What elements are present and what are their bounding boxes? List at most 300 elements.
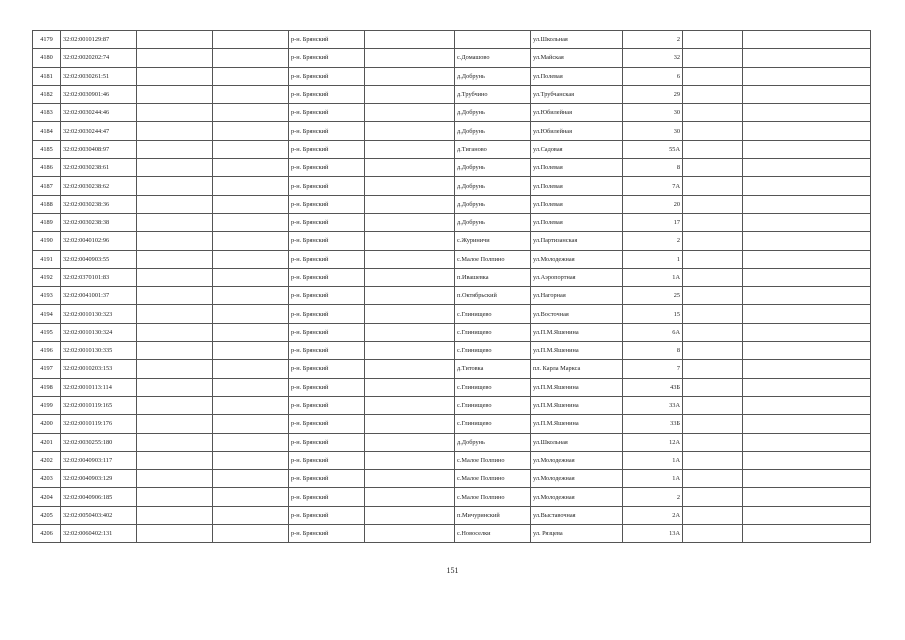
- settlement-cell: д.Добрунь: [455, 433, 531, 451]
- cadastral-number-cell: 32:02:0030244:46: [61, 104, 137, 122]
- settlement-cell: д.Добрунь: [455, 195, 531, 213]
- empty-cell: [683, 49, 743, 67]
- cadastral-number-cell: 32:02:0010130:324: [61, 323, 137, 341]
- row-number-cell: 4190: [33, 232, 61, 250]
- empty-cell: [137, 195, 213, 213]
- table-row: [33, 305, 871, 323]
- empty-cell: [743, 268, 871, 286]
- empty-cell: [213, 323, 289, 341]
- row-number-cell: 4187: [33, 177, 61, 195]
- page-number: 151: [446, 566, 459, 575]
- empty-cell: [213, 488, 289, 506]
- empty-cell: [743, 451, 871, 469]
- settlement-cell: с.Глинищево: [455, 305, 531, 323]
- empty-cell: [137, 342, 213, 360]
- row-number-cell: 4204: [33, 488, 61, 506]
- empty-cell: [365, 396, 455, 414]
- empty-cell: [743, 232, 871, 250]
- street-cell: ул.Молодежная: [531, 488, 623, 506]
- empty-cell: [137, 433, 213, 451]
- table-row: [33, 525, 871, 543]
- cadastral-number-cell: 32:02:0030244:47: [61, 122, 137, 140]
- empty-cell: [683, 525, 743, 543]
- street-cell: ул.Выставочная: [531, 506, 623, 524]
- district-cell: р-н. Брянский: [289, 250, 365, 268]
- settlement-cell: с.Глинищево: [455, 323, 531, 341]
- empty-cell: [365, 250, 455, 268]
- street-cell: ул.Полевая: [531, 159, 623, 177]
- empty-cell: [365, 506, 455, 524]
- settlement-cell: п.Мичуринский: [455, 506, 531, 524]
- table-row: [33, 177, 871, 195]
- empty-cell: [213, 122, 289, 140]
- empty-cell: [213, 470, 289, 488]
- empty-cell: [683, 396, 743, 414]
- empty-cell: [137, 323, 213, 341]
- row-number-cell: 4186: [33, 159, 61, 177]
- empty-cell: [743, 506, 871, 524]
- empty-cell: [743, 104, 871, 122]
- empty-cell: [137, 451, 213, 469]
- table-row: [33, 159, 871, 177]
- empty-cell: [683, 177, 743, 195]
- settlement-cell: с.Малое Полпино: [455, 470, 531, 488]
- street-cell: ул.Полевая: [531, 213, 623, 231]
- empty-cell: [683, 159, 743, 177]
- empty-cell: [743, 342, 871, 360]
- cadastral-number-cell: 32:02:0040102:96: [61, 232, 137, 250]
- street-cell: ул.Полевая: [531, 195, 623, 213]
- empty-cell: [683, 470, 743, 488]
- table-row: [33, 195, 871, 213]
- cadastral-number-cell: 32:02:0010113:114: [61, 378, 137, 396]
- table-row: [33, 232, 871, 250]
- empty-cell: [137, 177, 213, 195]
- empty-cell: [213, 250, 289, 268]
- empty-cell: [683, 85, 743, 103]
- empty-cell: [683, 287, 743, 305]
- empty-cell: [365, 140, 455, 158]
- row-number-cell: 4188: [33, 195, 61, 213]
- district-cell: р-н. Брянский: [289, 470, 365, 488]
- settlement-cell: д.Тиганово: [455, 140, 531, 158]
- empty-cell: [365, 85, 455, 103]
- settlement-cell: д.Титовка: [455, 360, 531, 378]
- empty-cell: [743, 415, 871, 433]
- settlement-cell: с.Новоселки: [455, 525, 531, 543]
- cadastral-number-cell: 32:02:0041001:37: [61, 287, 137, 305]
- empty-cell: [683, 488, 743, 506]
- empty-cell: [683, 342, 743, 360]
- street-cell: ул.П.М.Яшенина: [531, 415, 623, 433]
- empty-cell: [213, 305, 289, 323]
- row-number-cell: 4203: [33, 470, 61, 488]
- empty-cell: [213, 31, 289, 49]
- empty-cell: [365, 305, 455, 323]
- cadastral-number-cell: 32:02:0030238:61: [61, 159, 137, 177]
- house-number-cell: 1А: [623, 268, 683, 286]
- district-cell: р-н. Брянский: [289, 488, 365, 506]
- table-row: [33, 268, 871, 286]
- empty-cell: [365, 470, 455, 488]
- table-row: [33, 49, 871, 67]
- empty-cell: [365, 232, 455, 250]
- empty-cell: [743, 433, 871, 451]
- district-cell: р-н. Брянский: [289, 31, 365, 49]
- empty-cell: [683, 268, 743, 286]
- house-number-cell: 2: [623, 232, 683, 250]
- cadastral-number-cell: 32:02:0030261:51: [61, 67, 137, 85]
- street-cell: ул. Рязцева: [531, 525, 623, 543]
- cadastral-number-cell: 32:02:0370101:83: [61, 268, 137, 286]
- street-cell: ул.Юбилейная: [531, 104, 623, 122]
- cadastral-number-cell: 32:02:0040906:185: [61, 488, 137, 506]
- settlement-cell: д.Добрунь: [455, 159, 531, 177]
- table-row: [33, 323, 871, 341]
- row-number-cell: 4191: [33, 250, 61, 268]
- house-number-cell: 8: [623, 342, 683, 360]
- empty-cell: [365, 195, 455, 213]
- cadastral-number-cell: 32:02:0050403:402: [61, 506, 137, 524]
- empty-cell: [683, 305, 743, 323]
- street-cell: ул.Полевая: [531, 67, 623, 85]
- cadastral-number-cell: 32:02:0010130:323: [61, 305, 137, 323]
- settlement-cell: с.Домашово: [455, 49, 531, 67]
- empty-cell: [213, 195, 289, 213]
- cadastral-number-cell: 32:02:0010119:165: [61, 396, 137, 414]
- empty-cell: [213, 67, 289, 85]
- row-number-cell: 4194: [33, 305, 61, 323]
- empty-cell: [743, 122, 871, 140]
- house-number-cell: 8: [623, 159, 683, 177]
- row-number-cell: 4183: [33, 104, 61, 122]
- row-number-cell: 4192: [33, 268, 61, 286]
- district-cell: р-н. Брянский: [289, 49, 365, 67]
- empty-cell: [365, 342, 455, 360]
- empty-cell: [137, 67, 213, 85]
- empty-cell: [743, 250, 871, 268]
- district-cell: р-н. Брянский: [289, 506, 365, 524]
- house-number-cell: 2: [623, 31, 683, 49]
- settlement-cell: д.Добрунь: [455, 67, 531, 85]
- district-cell: р-н. Брянский: [289, 268, 365, 286]
- house-number-cell: 2А: [623, 506, 683, 524]
- table-row: [33, 360, 871, 378]
- table-row: [33, 488, 871, 506]
- row-number-cell: 4195: [33, 323, 61, 341]
- settlement-cell: д.Добрунь: [455, 213, 531, 231]
- empty-cell: [365, 49, 455, 67]
- district-cell: р-н. Брянский: [289, 396, 365, 414]
- district-cell: р-н. Брянский: [289, 140, 365, 158]
- empty-cell: [213, 506, 289, 524]
- cadastral-number-cell: 32:02:0040903:117: [61, 451, 137, 469]
- district-cell: р-н. Брянский: [289, 323, 365, 341]
- house-number-cell: 33Б: [623, 415, 683, 433]
- cadastral-number-cell: 32:02:0020202:74: [61, 49, 137, 67]
- street-cell: ул.Полевая: [531, 177, 623, 195]
- district-cell: р-н. Брянский: [289, 378, 365, 396]
- row-number-cell: 4179: [33, 31, 61, 49]
- district-cell: р-н. Брянский: [289, 415, 365, 433]
- empty-cell: [213, 85, 289, 103]
- settlement-cell: с.Малое Полпино: [455, 488, 531, 506]
- house-number-cell: 29: [623, 85, 683, 103]
- settlement-cell: д.Добрунь: [455, 104, 531, 122]
- table-row: [33, 451, 871, 469]
- empty-cell: [683, 67, 743, 85]
- street-cell: ул.П.М.Яшенина: [531, 378, 623, 396]
- street-cell: ул.Молодежная: [531, 451, 623, 469]
- empty-cell: [365, 122, 455, 140]
- empty-cell: [137, 31, 213, 49]
- district-cell: р-н. Брянский: [289, 525, 365, 543]
- empty-cell: [683, 433, 743, 451]
- table-row: [33, 250, 871, 268]
- empty-cell: [137, 104, 213, 122]
- empty-cell: [137, 378, 213, 396]
- empty-cell: [137, 159, 213, 177]
- row-number-cell: 4202: [33, 451, 61, 469]
- empty-cell: [683, 506, 743, 524]
- empty-cell: [213, 433, 289, 451]
- settlement-cell: д.Добрунь: [455, 122, 531, 140]
- house-number-cell: 1: [623, 250, 683, 268]
- house-number-cell: 33А: [623, 396, 683, 414]
- empty-cell: [137, 85, 213, 103]
- empty-cell: [743, 378, 871, 396]
- street-cell: ул.Партизанская: [531, 232, 623, 250]
- empty-cell: [683, 213, 743, 231]
- house-number-cell: 17: [623, 213, 683, 231]
- empty-cell: [743, 140, 871, 158]
- row-number-cell: 4197: [33, 360, 61, 378]
- table-row: [33, 396, 871, 414]
- street-cell: ул.Садовая: [531, 140, 623, 158]
- cadastral-number-cell: 32:02:0010129:87: [61, 31, 137, 49]
- settlement-cell: с.Журиничи: [455, 232, 531, 250]
- house-number-cell: 7: [623, 360, 683, 378]
- district-cell: р-н. Брянский: [289, 177, 365, 195]
- cadastral-number-cell: 32:02:0010203:153: [61, 360, 137, 378]
- empty-cell: [213, 104, 289, 122]
- empty-cell: [365, 415, 455, 433]
- settlement-cell: [455, 31, 531, 49]
- empty-cell: [137, 396, 213, 414]
- house-number-cell: 32: [623, 49, 683, 67]
- empty-cell: [683, 323, 743, 341]
- empty-cell: [213, 378, 289, 396]
- empty-cell: [743, 85, 871, 103]
- empty-cell: [365, 433, 455, 451]
- district-cell: р-н. Брянский: [289, 287, 365, 305]
- street-cell: ул.П.М.Яшенина: [531, 396, 623, 414]
- house-number-cell: 30: [623, 104, 683, 122]
- settlement-cell: д.Трубчино: [455, 85, 531, 103]
- empty-cell: [137, 506, 213, 524]
- empty-cell: [683, 451, 743, 469]
- settlement-cell: с.Глинищево: [455, 396, 531, 414]
- empty-cell: [743, 159, 871, 177]
- empty-cell: [743, 49, 871, 67]
- settlement-cell: с.Глинищево: [455, 342, 531, 360]
- cadastral-number-cell: 32:02:0030238:62: [61, 177, 137, 195]
- district-cell: р-н. Брянский: [289, 159, 365, 177]
- table-row: [33, 506, 871, 524]
- row-number-cell: 4185: [33, 140, 61, 158]
- empty-cell: [365, 378, 455, 396]
- district-cell: р-н. Брянский: [289, 67, 365, 85]
- table-row: [33, 378, 871, 396]
- empty-cell: [213, 213, 289, 231]
- empty-cell: [365, 287, 455, 305]
- street-cell: ул.Школьная: [531, 31, 623, 49]
- empty-cell: [365, 488, 455, 506]
- cadastral-number-cell: 32:02:0030238:38: [61, 213, 137, 231]
- house-number-cell: 30: [623, 122, 683, 140]
- district-cell: р-н. Брянский: [289, 104, 365, 122]
- empty-cell: [683, 360, 743, 378]
- settlement-cell: с.Малое Полпино: [455, 250, 531, 268]
- district-cell: р-н. Брянский: [289, 360, 365, 378]
- row-number-cell: 4193: [33, 287, 61, 305]
- empty-cell: [365, 525, 455, 543]
- empty-cell: [213, 140, 289, 158]
- empty-cell: [137, 250, 213, 268]
- empty-cell: [213, 159, 289, 177]
- empty-cell: [743, 323, 871, 341]
- empty-cell: [213, 268, 289, 286]
- district-cell: р-н. Брянский: [289, 232, 365, 250]
- empty-cell: [683, 415, 743, 433]
- empty-cell: [213, 396, 289, 414]
- table-row: [33, 470, 871, 488]
- house-number-cell: 15: [623, 305, 683, 323]
- house-number-cell: 1А: [623, 470, 683, 488]
- table-row: [33, 140, 871, 158]
- empty-cell: [683, 140, 743, 158]
- registry-table: [32, 30, 871, 543]
- empty-cell: [365, 323, 455, 341]
- empty-cell: [213, 177, 289, 195]
- settlement-cell: п.Ивашевка: [455, 268, 531, 286]
- empty-cell: [137, 305, 213, 323]
- district-cell: р-н. Брянский: [289, 122, 365, 140]
- row-number-cell: 4205: [33, 506, 61, 524]
- house-number-cell: 7А: [623, 177, 683, 195]
- row-number-cell: 4200: [33, 415, 61, 433]
- empty-cell: [683, 31, 743, 49]
- table-row: [33, 122, 871, 140]
- table-row: [33, 85, 871, 103]
- house-number-cell: 25: [623, 287, 683, 305]
- empty-cell: [213, 232, 289, 250]
- row-number-cell: 4196: [33, 342, 61, 360]
- settlement-cell: д.Добрунь: [455, 177, 531, 195]
- house-number-cell: 12А: [623, 433, 683, 451]
- empty-cell: [365, 268, 455, 286]
- street-cell: ул.Молодежная: [531, 470, 623, 488]
- empty-cell: [137, 415, 213, 433]
- house-number-cell: 2: [623, 488, 683, 506]
- empty-cell: [365, 213, 455, 231]
- house-number-cell: 20: [623, 195, 683, 213]
- empty-cell: [743, 396, 871, 414]
- empty-cell: [137, 360, 213, 378]
- empty-cell: [137, 470, 213, 488]
- table-row: [33, 342, 871, 360]
- district-cell: р-н. Брянский: [289, 85, 365, 103]
- cadastral-number-cell: 32:02:0060402:131: [61, 525, 137, 543]
- street-cell: ул.Школьная: [531, 433, 623, 451]
- empty-cell: [743, 470, 871, 488]
- settlement-cell: с.Глинищево: [455, 415, 531, 433]
- row-number-cell: 4181: [33, 67, 61, 85]
- empty-cell: [213, 342, 289, 360]
- empty-cell: [743, 360, 871, 378]
- empty-cell: [137, 140, 213, 158]
- empty-cell: [137, 122, 213, 140]
- empty-cell: [365, 31, 455, 49]
- row-number-cell: 4199: [33, 396, 61, 414]
- empty-cell: [743, 213, 871, 231]
- row-number-cell: 4184: [33, 122, 61, 140]
- street-cell: ул.П.М.Яшенина: [531, 342, 623, 360]
- cadastral-number-cell: 32:02:0030238:36: [61, 195, 137, 213]
- empty-cell: [743, 525, 871, 543]
- empty-cell: [683, 195, 743, 213]
- cadastral-number-cell: 32:02:0030255:180: [61, 433, 137, 451]
- empty-cell: [743, 67, 871, 85]
- cadastral-number-cell: 32:02:0030901:46: [61, 85, 137, 103]
- table-row: [33, 287, 871, 305]
- empty-cell: [743, 31, 871, 49]
- empty-cell: [213, 287, 289, 305]
- house-number-cell: 6А: [623, 323, 683, 341]
- house-number-cell: 6: [623, 67, 683, 85]
- empty-cell: [137, 232, 213, 250]
- settlement-cell: п.Октябрьский: [455, 287, 531, 305]
- empty-cell: [213, 525, 289, 543]
- settlement-cell: с.Глинищево: [455, 378, 531, 396]
- cadastral-number-cell: 32:02:0010119:176: [61, 415, 137, 433]
- empty-cell: [213, 415, 289, 433]
- row-number-cell: 4201: [33, 433, 61, 451]
- street-cell: ул.Молодежная: [531, 250, 623, 268]
- empty-cell: [365, 451, 455, 469]
- house-number-cell: 55А: [623, 140, 683, 158]
- street-cell: ул.П.М.Яшенина: [531, 323, 623, 341]
- empty-cell: [743, 305, 871, 323]
- street-cell: ул.Аэропортная: [531, 268, 623, 286]
- empty-cell: [683, 232, 743, 250]
- empty-cell: [365, 360, 455, 378]
- district-cell: р-н. Брянский: [289, 213, 365, 231]
- cadastral-number-cell: 32:02:0010130:335: [61, 342, 137, 360]
- empty-cell: [743, 177, 871, 195]
- district-cell: р-н. Брянский: [289, 342, 365, 360]
- empty-cell: [365, 67, 455, 85]
- empty-cell: [213, 451, 289, 469]
- street-cell: пл. Карла Маркса: [531, 360, 623, 378]
- house-number-cell: 43Б: [623, 378, 683, 396]
- empty-cell: [137, 213, 213, 231]
- empty-cell: [743, 287, 871, 305]
- table-row: [33, 104, 871, 122]
- house-number-cell: 13А: [623, 525, 683, 543]
- street-cell: ул.Восточная: [531, 305, 623, 323]
- empty-cell: [137, 49, 213, 67]
